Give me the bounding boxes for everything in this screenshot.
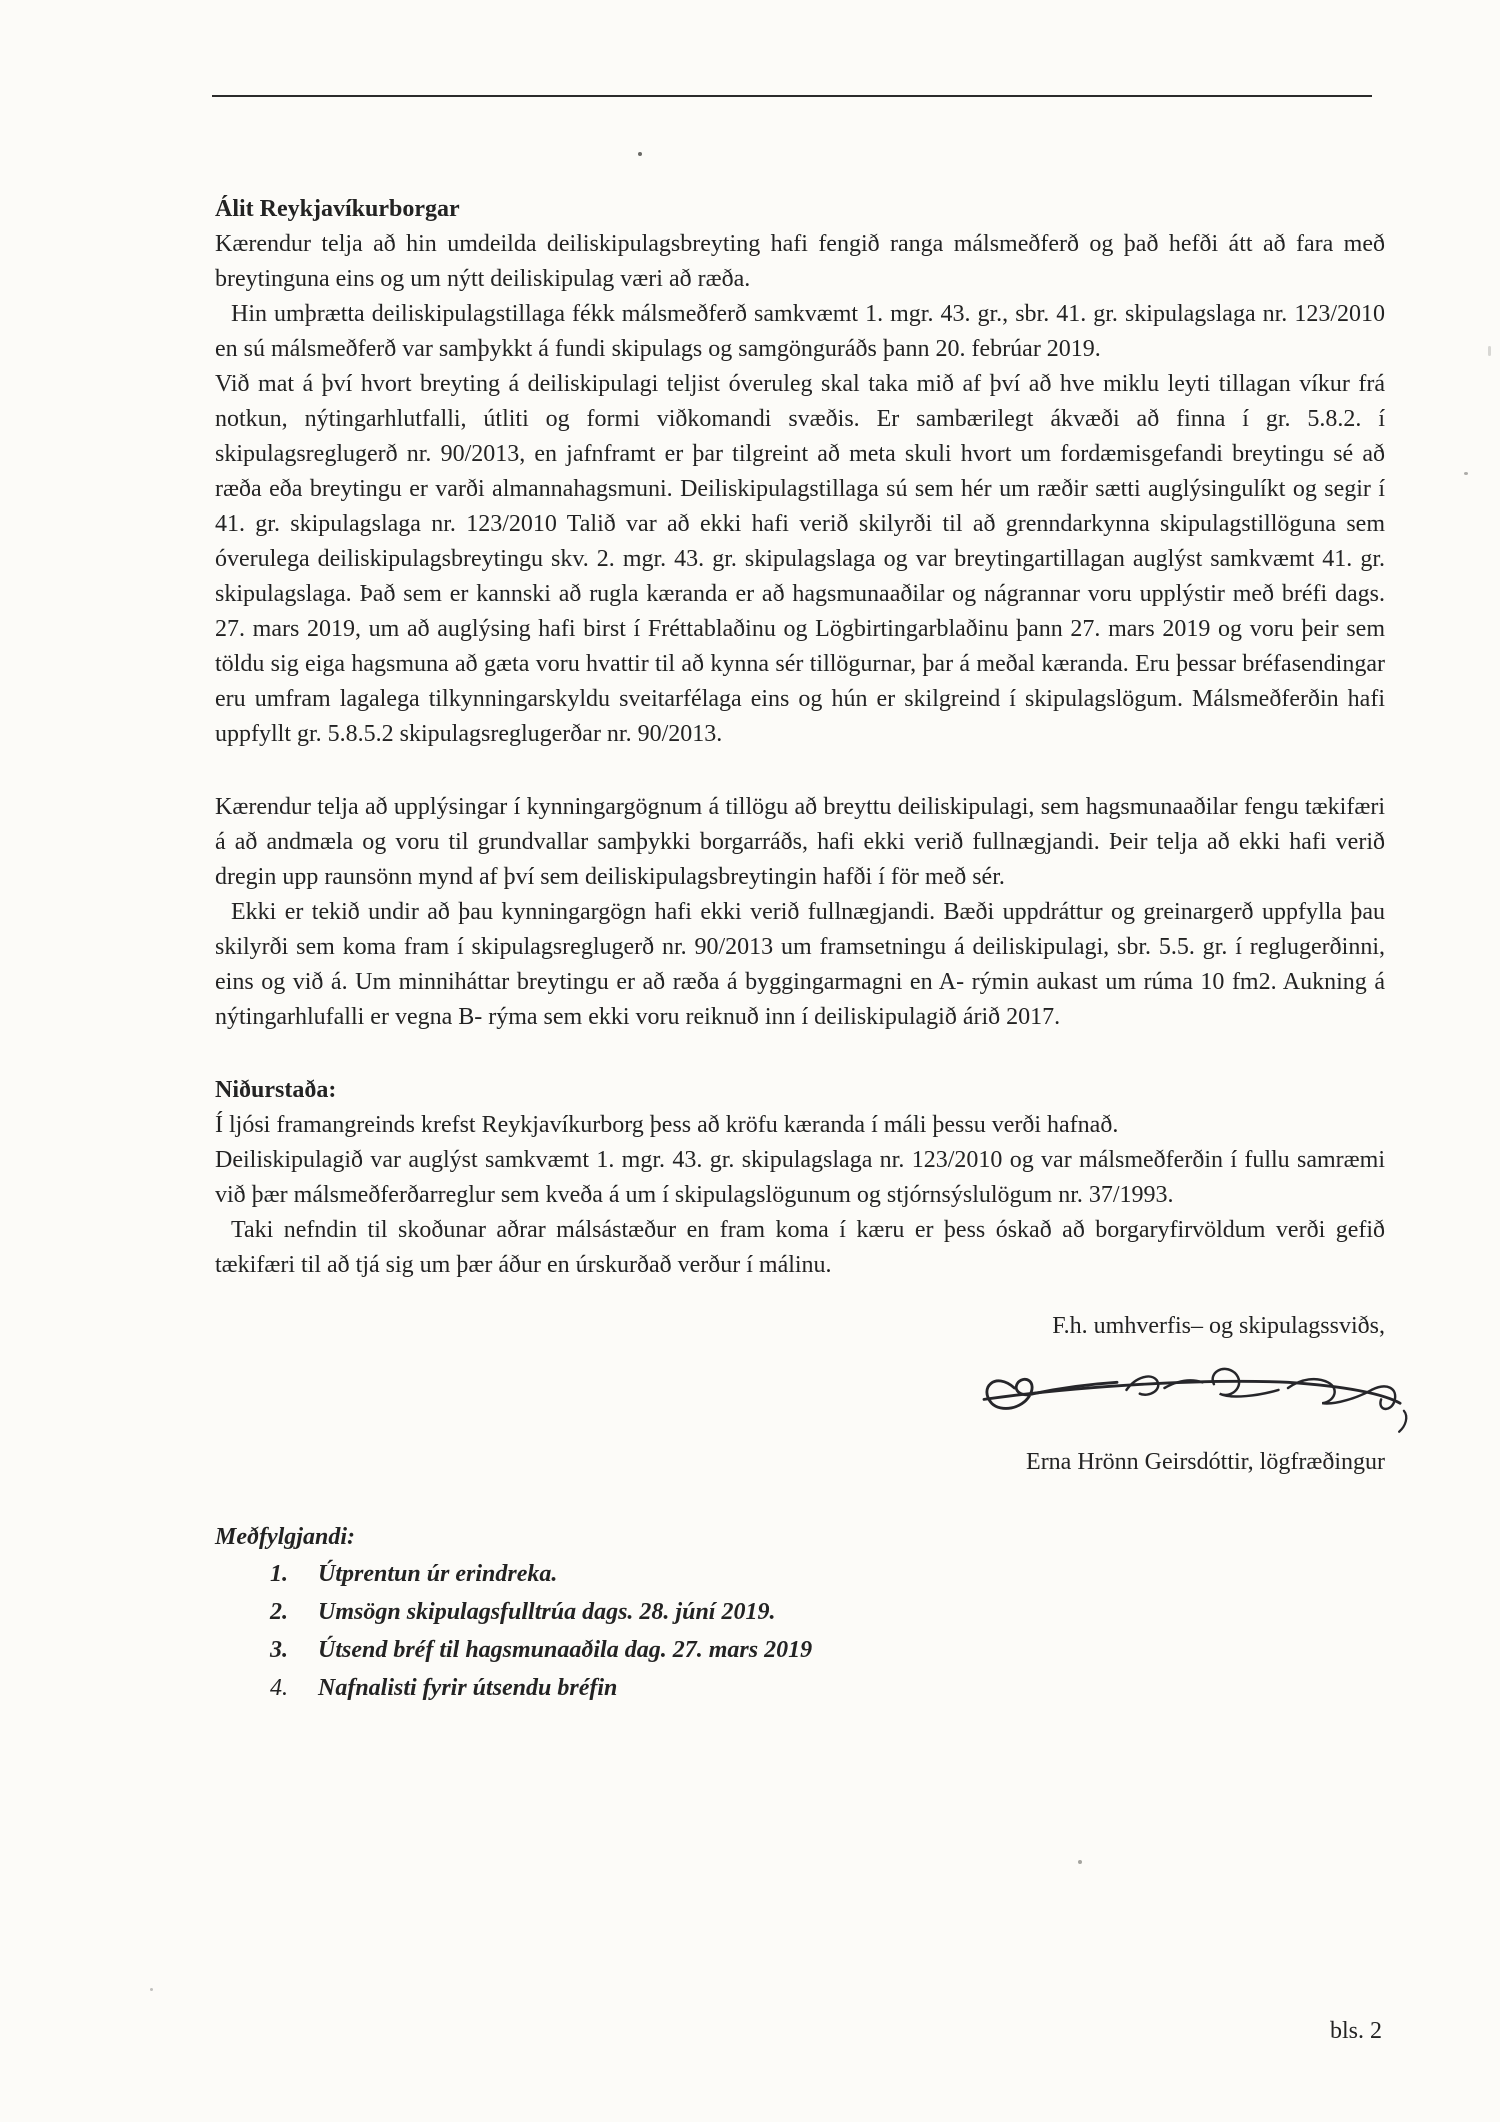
attachment-list-item [270, 1593, 1385, 1631]
signature-block [215, 1309, 1385, 1480]
paragraph: Hin umþrætta deiliskipulagstillaga fékk málsmeðferð samkvæmt 1. mgr. 43. gr., sbr. 41. gr. skipulagslaga nr. 123/2010 en sú málsmeðferð var samþykkt á fundi skipulags og samgönguráðs þann 20. febrúar 2019. [215, 301, 1385, 362]
section-heading-alit: Álit Reykjavíkurborgar [215, 196, 460, 222]
scan-speck [1488, 346, 1491, 356]
paragraph: Taki nefndin til skoðunar aðrar málsástæður en fram koma í kæru er þess óskað að borgaryfirvöldum verði gefið tækifæri til að tjá sig um þær áður en úrskurðað verður í málinu. [215, 1217, 1385, 1278]
paragraph: Deiliskipulagið var auglýst samkvæmt 1. mgr. 43. gr. skipulagslaga nr. 123/2010 og var málsmeðferðin í fullu samræmi við þær málsmeðferðarreglur sem kveða á um í skipulagslögunum og stjórnsýslulögum nr. 37/1993. [215, 1147, 1385, 1208]
section-heading-nidurstada: Niðurstaða: [215, 1077, 337, 1103]
top-horizontal-rule [212, 95, 1372, 97]
attachments-heading: Meðfylgjandi: [215, 1524, 355, 1550]
attachment-number: 1. [270, 1561, 288, 1587]
attachment-text: Nafnalisti fyrir útsendu bréfin [318, 1675, 618, 1701]
paragraph: Í ljósi framangreinds krefst Reykjavíkurborg þess að kröfu kæranda í máli þessu verði hafnað. [215, 1112, 1119, 1138]
page-number-label: bls. 2 [1329, 2018, 1382, 2044]
attachment-number: 3. [270, 1637, 288, 1663]
signature-on-behalf-line: F.h. umhverfis– og skipulagssviðs, [1052, 1313, 1385, 1339]
scan-speck [638, 152, 642, 156]
paragraph: Kærendur telja að upplýsingar í kynningargögnum á tillögu að breyttu deiliskipulagi, sem hagsmunaaðilar fengu tækifæri á að andmæla og voru til grundvallar samþykki borgarráðs, hafi ekki verið fullnægjandi. Þeir telja að ekki hafi verið dregin upp raunsönn mynd af því sem deiliskipulagsbreytingin hafði í för með sér. [215, 794, 1385, 890]
attachment-text: Útprentun úr erindreka. [318, 1561, 558, 1587]
attachment-number: 2. [270, 1599, 288, 1625]
scan-speck [1464, 472, 1468, 475]
scan-speck [150, 1988, 153, 1991]
handwritten-signature-icon [973, 1350, 1413, 1445]
paragraph: Við mat á því hvort breyting á deiliskipulagi teljist óveruleg skal taka mið af því að hve miklu leyti tillagan víkur frá notkun, nýtingarhlutfalli, útliti og formi viðkomandi svæðis. Er sambærilegt ákvæði að finna í gr. 5.8.2. í skipulagsreglugerð nr. 90/2013, en jafnframt er þar tilgreint að meta skuli hvort um fordæmisgefandi breytingu sé að ræða eða breytingu er varði almannahagsmuni. Deiliskipulagstillaga sú sem hér um ræðir sætti auglýsingulíkt og segir í 41. gr. skipulagslaga nr. 123/2010 Talið var að ekki hafi verið skilyrði til að grenndarkynna skipulagstillöguna sem óverulega deiliskipulagsbreytingu skv. 2. mgr. 43. gr. skipulagslaga og var breytingartillagan auglýst samkvæmt 41. gr. skipulagslaga. Það sem er kannski að rugla kæranda er að hagsmunaaðilar og nágrannar voru upplýstir með bréfi dags. 27. mars 2019, um að auglýsing hafi birst í Fréttablaðinu og Lögbirtingarblaðinu þann 27. mars 2019 og voru þeir sem töldu sig eiga hagsmuna að gæta voru hvattir til að kynna sér tillögurnar, þar á meðal kæranda. Eru þessar bréfasendingar eru umfram lagalega tilkynningarskyldu sveitarfélaga eins og hún er skilgreind í skipulagslögum. Málsmeðferðin hafi uppfyllt gr. 5.8.5.2 skipulagsreglugerðar nr. 90/2013. [215, 371, 1385, 747]
attachment-text: Útsend bréf til hagsmunaaðila dag. 27. mars 2019 [318, 1637, 813, 1663]
attachment-text: Umsögn skipulagsfulltrúa dags. 28. júní 2019. [318, 1599, 776, 1625]
paragraph: Ekki er tekið undir að þau kynningargögn hafi ekki verið fullnægjandi. Bæði uppdráttur og greinargerð uppfylla þau skilyrði sem koma fram í skipulagsreglugerð nr. 90/2013 um framsetningu á deiliskipulagi, sbr. 5.5. gr. í reglugerðinni, eins og við á. Um minniháttar breytingu er að ræða á byggingarmagni en A- rýmin aukast um rúma 10 fm2. Aukning á nýtingarhlufalli er vegna B- rýma sem ekki voru reiknuð inn í deiliskipulagið árið 2017. [215, 899, 1385, 1030]
signature-name-line: Erna Hrönn Geirsdóttir, lögfræðingur [1026, 1449, 1385, 1475]
attachment-list-item [270, 1669, 1385, 1707]
scan-speck [1078, 1860, 1082, 1864]
attachments-section [215, 1520, 1385, 1707]
attachment-number: 4. [270, 1675, 288, 1701]
paragraph: Kærendur telja að hin umdeilda deiliskipulagsbreyting hafi fengið ranga málsmeðferð og það hefði átt að fara með breytinguna eins og um nýtt deiliskipulag væri að ræða. [215, 231, 1385, 292]
attachment-list-item [270, 1555, 1385, 1593]
attachment-list-item [270, 1631, 1385, 1669]
document-body [215, 192, 1385, 1707]
